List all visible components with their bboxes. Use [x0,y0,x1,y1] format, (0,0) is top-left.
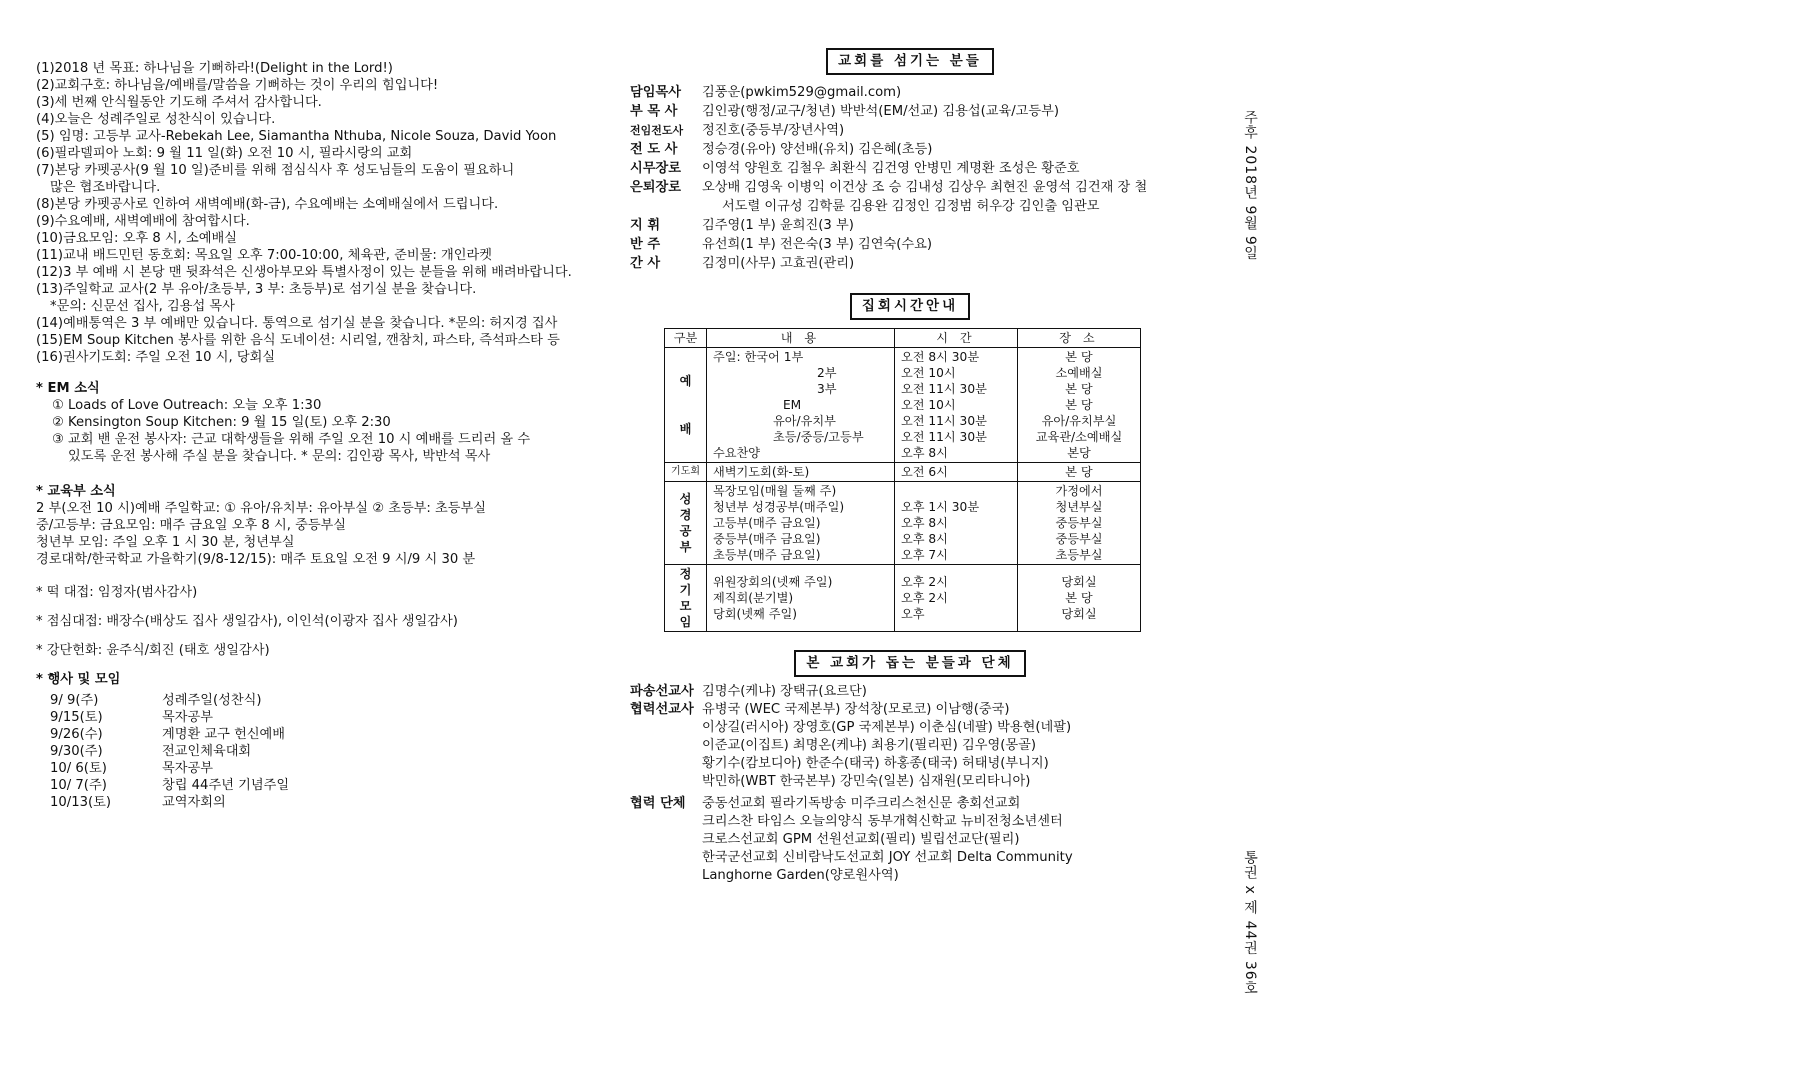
worship-item: 2부 [816,366,837,380]
schedule-row-prayer [665,463,1141,482]
worship-place: 본당 [1067,446,1091,460]
regular-places [1017,565,1140,632]
announcement: (1)2018 년 목표: 하나님을 기뻐하라!(Delight in the Lord!) [36,61,393,76]
staff-names: 김정미(사무) 고효권(관리) [702,256,855,271]
staff-role: 간 사 [630,256,661,271]
staff-role: 전 도 사 [630,142,678,157]
staff-role: 전임전도사 [630,124,684,137]
regular-label-char: 모 [679,599,692,613]
education-item: 경로대학/한국학교 가을학기(9/8-12/15): 매주 토요일 오전 9 시/9 시 30 분 [36,552,476,567]
regular-times [894,565,1017,632]
event-date: 9/ 9(주) [50,693,99,708]
worship-item: 초등/중등/고등부 [772,430,864,444]
announcement: (11)교내 배드민턴 동호회: 목요일 오후 7:00-10:00, 체육관, 준비물: 개인라켓 [36,248,492,263]
bible-item: 청년부 성경공부(매주일) [712,500,845,514]
missionary-row [630,683,1190,701]
schedule-table [664,328,1141,632]
bible-place: 중등부실 [1055,532,1103,546]
schedule-col-header: 시 간 [894,329,1017,348]
regular-place: 본 당 [1065,591,1093,605]
staff-role: 반 주 [630,237,661,252]
event-row [36,726,596,743]
schedule-row-bible [665,482,1141,565]
announcement: (14)예배통역은 3 부 예배만 있습니다. 통역으로 섬기실 분을 찾습니다. *문의: 허지경 집사 [36,316,558,331]
staff-role: 시무장로 [630,161,681,176]
staff-names: 이영석 양원호 김철우 최환식 김건영 안병민 계명환 조성은 황준호 [702,161,1080,176]
event-row [36,760,596,777]
bible-place: 중등부실 [1055,516,1103,530]
events-title: * 행사 및 모임 [36,672,121,687]
event-name: 계명환 교구 헌신예배 [162,727,286,742]
worship-label [665,348,707,463]
worship-content [706,348,894,463]
announcements-column [36,60,596,811]
bible-place: 가정에서 [1055,484,1103,498]
worship-label-char: 예 [679,374,692,388]
worship-place: 본 당 [1065,398,1093,412]
staff-role: 부 목 사 [630,104,678,119]
event-date: 10/13(토) [50,795,112,810]
regular-place: 당회실 [1061,607,1097,621]
staff-row [630,121,1190,140]
schedule-col-header: 구분 [665,329,707,348]
announcement: (10)금요모임: 오후 8 시, 소예배실 [36,231,237,246]
event-date: 9/26(수) [50,727,103,742]
announcement: (7)본당 카펫공사(9 월 10 일)준비를 위해 점심식사 후 성도님들의 도움이 필요하니 [36,163,515,178]
partner-line: 유병국 (WEC 국제본부) 장석창(모로코) 이남행(중국) [702,702,1010,717]
bible-label-char: 공 [679,524,692,538]
worship-item: EM [782,398,802,412]
staff-names: 김인광(행정/교구/청년) 박반석(EM/선교) 김용섭(교육/고등부) [702,104,1059,119]
regular-label-char: 임 [679,615,692,629]
bible-times [894,482,1017,565]
event-date: 9/30(주) [50,744,103,759]
schedule-row-worship [665,348,1141,463]
announcement: (12)3 부 예배 시 본당 맨 뒷좌석은 신생아부모와 특별사정이 있는 분들을 위해 배려바랍니다. [36,265,572,280]
event-row [36,794,596,811]
worship-place: 교육관/소예배실 [1035,430,1123,444]
bible-label-char: 경 [679,508,692,522]
regular-content [706,565,894,632]
event-name: 전교인체육대회 [162,744,252,759]
worship-label-char: 배 [679,422,692,436]
regular-time: 오후 2시 [900,591,948,605]
announcement: (6)필라델피아 노회: 9 월 11 일(화) 오전 10 시, 필라시랑의 교회 [36,146,413,161]
regular-label-char: 정 [679,567,692,581]
announcement: (3)세 번째 안식월동안 기도해 주셔서 감사합니다. [36,95,322,110]
education-item: 2 부(오전 10 시)예배 주일학교: ① 유아/유치부: 유아부실 ② 초등부: 초등부실 [36,501,487,516]
org-line: Langhorne Garden(양로원사역) [702,868,899,883]
staff-row [630,235,1190,254]
bible-time: 오후 8시 [900,516,948,530]
worship-item: 주일: 한국어 1부 [712,350,804,364]
schedule-row-regular [665,565,1141,632]
regular-item: 당회(넷째 주일) [712,607,798,621]
bible-label [665,482,707,565]
org-role: 협력 단체 [630,796,686,811]
staff-row [630,216,1190,235]
event-date: 9/15(토) [50,710,103,725]
regular-time: 오후 2시 [900,575,948,589]
worship-place: 소예배실 [1055,366,1103,380]
missions-heading: 본 교회가 돕는 분들과 단체 [794,650,1025,677]
org-line: 크리스찬 타임스 오늘의양식 동부개혁신학교 뉴비전청소년센터 [702,814,1063,829]
partner-role: 협력선교사 [630,702,694,717]
bible-content [706,482,894,565]
announcement: (8)본당 카펫공사로 인하여 새벽예배(화-금), 수요예배는 소예배실에서 드립니다. [36,197,499,212]
staff-role: 담임목사 [630,85,681,100]
staff-names: 김풍운(pwkim529@gmail.com) [702,85,902,100]
worship-time: 오전 11시 30분 [900,430,987,444]
staff-names: 김주영(1 부) 윤희진(3 부) [702,218,854,233]
staff-row [630,83,1190,102]
announcement: *문의: 신문선 집사, 김용섭 목사 [50,299,235,314]
worship-place: 본 당 [1065,382,1093,396]
em-news-item: ① Loads of Love Outreach: 오늘 오후 1:30 [52,398,322,413]
event-name: 목자공부 [162,761,213,776]
staff-row [630,159,1190,178]
worship-times [894,348,1017,463]
regular-item: 위원장회의(넷째 주일) [712,575,833,589]
worship-item: 유아/유치부 [772,414,836,428]
announcement: (16)권사기도회: 주일 오전 10 시, 당회실 [36,350,276,365]
lunch-line: * 점심대접: 배장수(배상도 집사 생일감사), 이인석(이광자 집사 생일감사) [36,614,458,629]
rice-cake-line: * 떡 대접: 임정자(범사감사) [36,585,198,600]
worship-time: 오전 8시 30분 [900,350,980,364]
flowers-line: * 강단헌화: 윤주식/회진 (태호 생일감사) [36,643,270,658]
announcement: (2)교회구호: 하나님을/예배를/말씀을 기뻐하는 것이 우리의 힘입니다! [36,78,439,93]
announcement: (13)주일학교 교사(2 부 유아/초등부, 3 부: 초등부)로 섬기실 분을 찾습니다. [36,282,477,297]
worship-item: 수요찬양 [712,446,761,460]
staff-row [630,178,1190,197]
worship-item: 3부 [816,382,837,396]
bible-item: 고등부(매주 금요일) [712,516,821,530]
announcement: (15)EM Soup Kitchen 봉사를 위한 음식 도네이션: 시리얼, 깬참치, 파스타, 즉석파스타 등 [36,333,560,348]
missionary-names: 김명수(케냐) 장택규(요르단) [702,684,867,699]
prayer-place: 본 당 [1017,463,1140,482]
org-row [630,795,1190,813]
schedule-col-header: 장 소 [1017,329,1140,348]
announcement: (5) 임명: 고등부 교사-Rebekah Lee, Siamantha Nthuba, Nicole Souza, David Yoon [36,129,557,144]
worship-time: 오전 10시 [900,366,956,380]
em-news-item: ② Kensington Soup Kitchen: 9 월 15 일(토) 오후 2:30 [52,415,391,430]
staff-names: 유선희(1 부) 전은숙(3 부) 김연숙(수요) [702,237,933,252]
schedule-col-header: 내 용 [706,329,894,348]
staff-row [630,140,1190,159]
missionary-role: 파송선교사 [630,684,694,699]
staff-role: 지 휘 [630,218,661,233]
bible-time: 오후 7시 [900,548,948,562]
worship-places [1017,348,1140,463]
staff-role: 은퇴장로 [630,180,681,195]
schedule-heading: 집회시간안내 [850,293,970,320]
org-line: 한국군선교회 신비람낙도선교회 JOY 선교회 Delta Community [702,850,1073,865]
partner-line: 황기수(캄보디아) 한준수(태국) 하홍종(태국) 허태녕(부니지) [702,756,1049,771]
bulletin-issue: 통권 x 제 44권 36호 [1242,850,1258,996]
worship-time: 오후 8시 [900,446,948,460]
event-row [36,743,596,760]
announcement: 많은 협조바랍니다. [50,180,161,195]
events-list [36,692,596,811]
org-line: 중동선교회 필라기독방송 미주크리스천신문 총회선교회 [702,796,1021,811]
bible-label-char: 성 [679,492,692,506]
bible-place: 청년부실 [1055,500,1103,514]
regular-place: 당회실 [1061,575,1097,589]
event-name: 목자공부 [162,710,213,725]
staff-names: 오상배 김영욱 이병익 이건상 조 승 김내성 김상우 최현진 윤영석 김건재 장 철 [702,180,1148,195]
regular-item: 제직회(분기별) [712,591,794,605]
em-news-item: ③ 교회 밴 운전 봉사자: 근교 대학생들을 위해 주일 오전 10 시 예배를 드리러 올 수 [52,432,531,447]
bible-label-char: 부 [679,540,692,554]
partner-row [630,701,1190,719]
bible-places [1017,482,1140,565]
staff-names: 정승경(유아) 양선배(유치) 김은혜(초등) [702,142,933,157]
event-row [36,692,596,709]
prayer-content: 새벽기도회(화-토) [706,463,894,482]
staff-list [630,83,1190,273]
info-column [630,48,1190,885]
bible-time: 오후 1시 30분 [900,500,980,514]
worship-place: 본 당 [1065,350,1093,364]
bible-item: 초등부(매주 금요일) [712,548,821,562]
staff-row [630,254,1190,273]
event-name: 성례주일(성찬식) [162,693,262,708]
bible-item: 목장모임(매월 둘째 주) [712,484,837,498]
worship-time: 오전 10시 [900,398,956,412]
regular-label [665,565,707,632]
partner-line: 이준교(이집트) 최명온(케냐) 최용기(필리핀) 김우영(몽골) [702,738,1036,753]
bible-time [901,483,1011,499]
bulletin-date: 주후 2018년 9월 9일 [1242,110,1258,261]
announcement: (9)수요예배, 새벽예배에 참여합시다. [36,214,250,229]
schedule-header-row [665,329,1141,348]
prayer-time: 오전 6시 [894,463,1017,482]
org-line: 크로스선교회 GPM 선원선교회(필리) 빌립선교단(필리) [702,832,1020,847]
regular-label-char: 기 [679,583,692,597]
retired-elders-continued: 서도렬 이규성 김학륜 김용완 김정인 김정범 허우강 김인출 임관모 [722,199,1100,214]
missions-list [630,683,1190,885]
worship-time: 오전 11시 30분 [900,414,987,428]
event-date: 10/ 7(주) [50,778,107,793]
regular-time: 오후 [900,607,925,621]
event-date: 10/ 6(토) [50,761,107,776]
staff-names: 정진호(중등부/장년사역) [702,123,845,138]
bible-place: 초등부실 [1055,548,1103,562]
staff-row [630,102,1190,121]
event-row [36,709,596,726]
education-title: * 교육부 소식 [36,484,116,499]
education-item: 중/고등부: 금요모임: 매주 금요일 오후 8 시, 중등부실 [36,518,347,533]
worship-time: 오전 11시 30분 [900,382,987,396]
announcement: (4)오늘은 성례주일로 성찬식이 있습니다. [36,112,276,127]
event-name: 교역자회의 [162,795,226,810]
staff-heading: 교회를 섬기는 분들 [826,48,994,75]
partner-line: 이상길(러시아) 장영호(GP 국제본부) 이춘심(네팔) 박용현(네팔) [702,720,1072,735]
em-news-title: * EM 소식 [36,381,100,396]
partner-line: 박민하(WBT 한국본부) 강민숙(일본) 심재원(모리타니아) [702,774,1031,789]
announcement-list [36,60,596,366]
prayer-label: 기도회 [665,463,707,482]
education-item: 청년부 모임: 주일 오후 1 시 30 분, 청년부실 [36,535,295,550]
event-row [36,777,596,794]
bible-item: 중등부(매주 금요일) [712,532,821,546]
em-news-item: 있도록 운전 봉사해 주실 분을 찾습니다. * 문의: 김인광 목사, 박반석 목사 [68,449,491,464]
worship-place: 유아/유치부실 [1041,414,1117,428]
event-name: 창립 44주년 기념주일 [162,778,290,793]
bible-time: 오후 8시 [900,532,948,546]
